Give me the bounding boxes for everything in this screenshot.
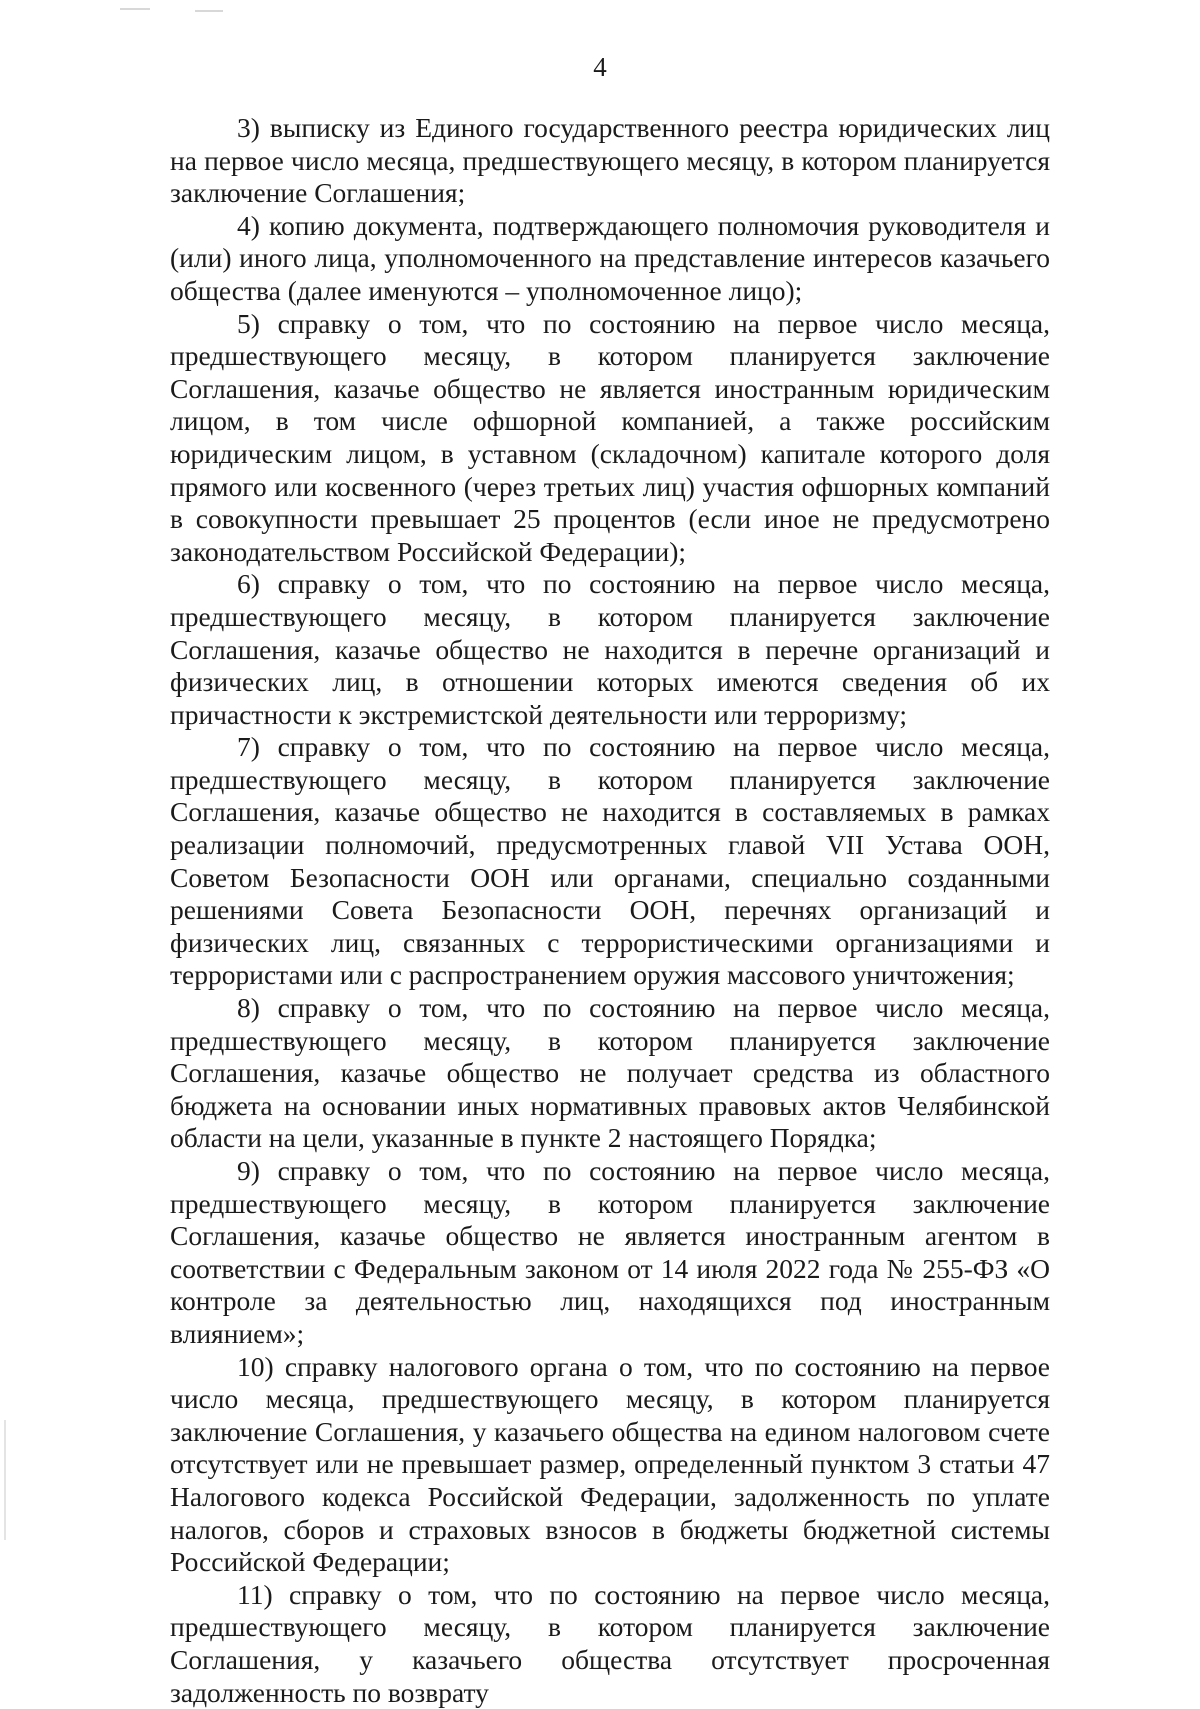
- scan-artifact: [120, 8, 150, 10]
- scan-artifact: [195, 10, 223, 12]
- document-body: [170, 112, 1050, 1709]
- list-item-9: 9) справку о том, что по состоянию на первое число месяца, предшествующего месяцу, в котором планируется заключение Соглашения, казачье общество не является иностранным агентом в соответствии с Федеральным законом от 14 июля 2022 года № 255-ФЗ «О контроле за деятельностью лиц, находящихся под иностранным влиянием»;: [170, 1155, 1050, 1349]
- list-item-5: 5) справку о том, что по состоянию на первое число месяца, предшествующего месяцу, в котором планируется заключение Соглашения, казачье общество не является иностранным юридическим лицом, в том числе офшорной компанией, а также российским юридическим лицом, в уставном (складочном) капитале которого доля прямого или косвенного (через третьих лиц) участия офшорных компаний в совокупности превышает 25 процентов (если иное не предусмотрено законодательством Российской Федерации);: [170, 307, 1050, 567]
- scan-artifact: [4, 1420, 6, 1540]
- page-number: 4: [593, 52, 607, 82]
- list-item-3: 3) выписку из Единого государственного реестра юридических лиц на первое число месяца, предшествующего месяцу, в котором планируется заключение Соглашения;: [170, 112, 1050, 209]
- list-item-11: 11) справку о том, что по состоянию на первое число месяца, предшествующего месяцу, в котором планируется заключение Соглашения, у казачьего общества отсутствует просроченная задолженность по возврату: [170, 1578, 1050, 1708]
- list-item-7: 7) справку о том, что по состоянию на первое число месяца, предшествующего месяцу, в котором планируется заключение Соглашения, казачье общество не находится в составляемых в рамках реализации полномочий, предусмотренных главой VII Устава ООН, Советом Безопасности ООН или органами, специально созданными решениями Совета Безопасности ООН, перечнях организаций и физических лиц, связанных с террористическими организациями и террористами или с распространением оружия массового уничтожения;: [170, 731, 1050, 991]
- list-item-4: 4) копию документа, подтверждающего полномочия руководителя и (или) иного лица, уполномоченного на представление интересов казачьего общества (далее именуются – уполномоченное лицо);: [170, 209, 1050, 306]
- list-item-6: 6) справку о том, что по состоянию на первое число месяца, предшествующего месяцу, в котором планируется заключение Соглашения, казачье общество не находится в перечне организаций и физических лиц, в отношении которых имеются сведения об их причастности к экстремистской деятельности или терроризму;: [170, 568, 1050, 730]
- list-item-8: 8) справку о том, что по состоянию на первое число месяца, предшествующего месяцу, в котором планируется заключение Соглашения, казачье общество не получает средства из областного бюджета на основании иных нормативных правовых актов Челябинской области на цели, указанные в пункте 2 настоящего Порядка;: [170, 992, 1050, 1154]
- list-item-10: 10) справку налогового органа о том, что по состоянию на первое число месяца, предшествующего месяцу, в котором планируется заключение Соглашения, у казачьего общества на едином налоговом счете отсутствует или не превышает размер, определенный пунктом 3 статьи 47 Налогового кодекса Российской Федерации, задолженность по уплате налогов, сборов и страховых взносов в бюджеты бюджетной системы Российской Федерации;: [170, 1350, 1050, 1578]
